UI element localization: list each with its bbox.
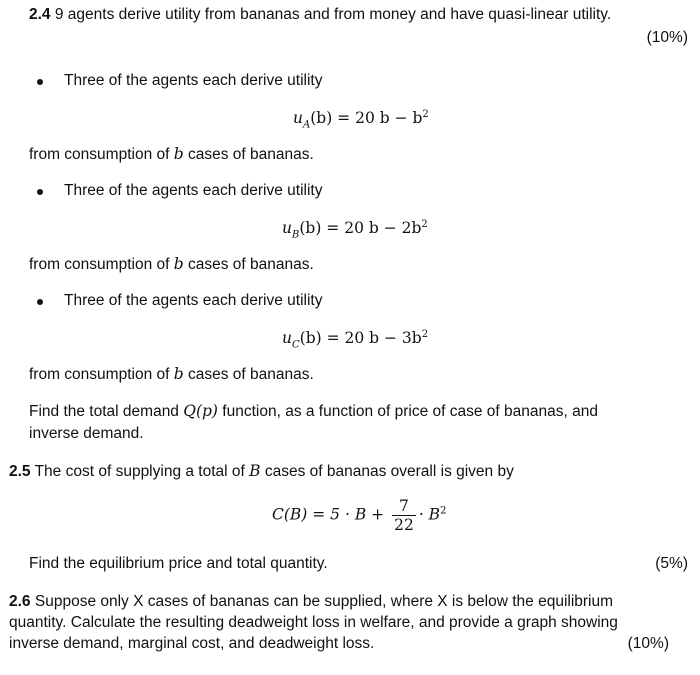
question-2-5-heading xyxy=(9,460,514,483)
utility-fn: u xyxy=(282,219,292,238)
utility-fn: u xyxy=(282,329,292,348)
question-2-6-line2: quantity. Calculate the resulting deadweight loss in welfare, and provide a graph showing xyxy=(9,614,618,631)
cost-tail: · B xyxy=(418,505,441,524)
question-weight: (10%) xyxy=(646,29,688,46)
exponent: 2 xyxy=(422,109,429,120)
demand-function: Q(p) xyxy=(183,402,218,420)
utility-equation-c xyxy=(282,324,428,356)
question-weight: (5%) xyxy=(655,555,688,572)
tail-text: cases of bananas. xyxy=(188,146,314,163)
question-2-6-line1 xyxy=(9,591,613,613)
fraction-denominator: 22 xyxy=(394,516,414,534)
question-number: 2.4 xyxy=(29,6,51,23)
cost-lhs: C(B) = 5 · B + xyxy=(272,505,385,524)
item-lead: Three of the agents each derive utility xyxy=(64,292,323,309)
exponent: 2 xyxy=(421,329,429,340)
find-equilibrium: Find the equilibrium price and total quantity. xyxy=(29,555,328,572)
fraction-numerator: 7 xyxy=(399,497,409,515)
question-2-6-line3: inverse demand, marginal cost, and deadweight loss. xyxy=(9,635,375,652)
bullet-icon xyxy=(37,79,43,85)
utility-sub: A xyxy=(302,119,311,131)
bullet-icon xyxy=(37,299,43,305)
item-after-c xyxy=(29,363,314,386)
variable: b xyxy=(173,255,184,273)
variable: B xyxy=(249,462,261,480)
variable: b xyxy=(173,365,184,383)
find-demand-line2: inverse demand. xyxy=(29,425,144,442)
cost-equation xyxy=(272,497,446,534)
question-text: cases of bananas overall is given by xyxy=(264,463,514,480)
question-text: Suppose only X cases of bananas can be supplied, where X is below the equilibrium xyxy=(34,593,614,610)
item-lead: Three of the agents each derive utility xyxy=(64,182,323,199)
find-text: function, as a function of price of case of bananas, and xyxy=(222,403,598,420)
question-text: The cost of supplying a total of xyxy=(34,463,245,480)
find-demand-line1 xyxy=(29,400,598,423)
item-after-b xyxy=(29,253,314,276)
tail-text: cases of bananas. xyxy=(188,256,314,273)
find-text: Find the total demand xyxy=(29,403,179,420)
variable: b xyxy=(173,145,184,163)
question-text: 9 agents derive utility from bananas and from money and have quasi-linear utility. xyxy=(54,6,612,23)
utility-sub: C xyxy=(291,339,300,351)
question-2-4-heading xyxy=(29,4,611,26)
bullet-icon xyxy=(37,189,43,195)
exponent: 2 xyxy=(421,219,428,230)
utility-equation-a xyxy=(293,104,429,136)
tail-text: cases of bananas. xyxy=(188,366,314,383)
utility-rhs: (b) = 20 b − b xyxy=(310,109,423,128)
question-weight: (10%) xyxy=(627,635,669,652)
utility-fn: u xyxy=(293,109,303,128)
fraction xyxy=(392,497,416,534)
utility-rhs: (b) = 20 b − 2b xyxy=(299,219,422,238)
exponent: 2 xyxy=(440,505,447,517)
item-after-a xyxy=(29,143,314,166)
utility-rhs: (b) = 20 b − 3b xyxy=(299,329,422,348)
utility-sub: B xyxy=(291,229,300,241)
question-number: 2.6 xyxy=(9,593,31,610)
after-text: from consumption of xyxy=(29,146,170,163)
question-number: 2.5 xyxy=(9,463,31,480)
after-text: from consumption of xyxy=(29,366,170,383)
utility-equation-b xyxy=(282,214,428,246)
after-text: from consumption of xyxy=(29,256,170,273)
item-lead: Three of the agents each derive utility xyxy=(64,72,323,89)
